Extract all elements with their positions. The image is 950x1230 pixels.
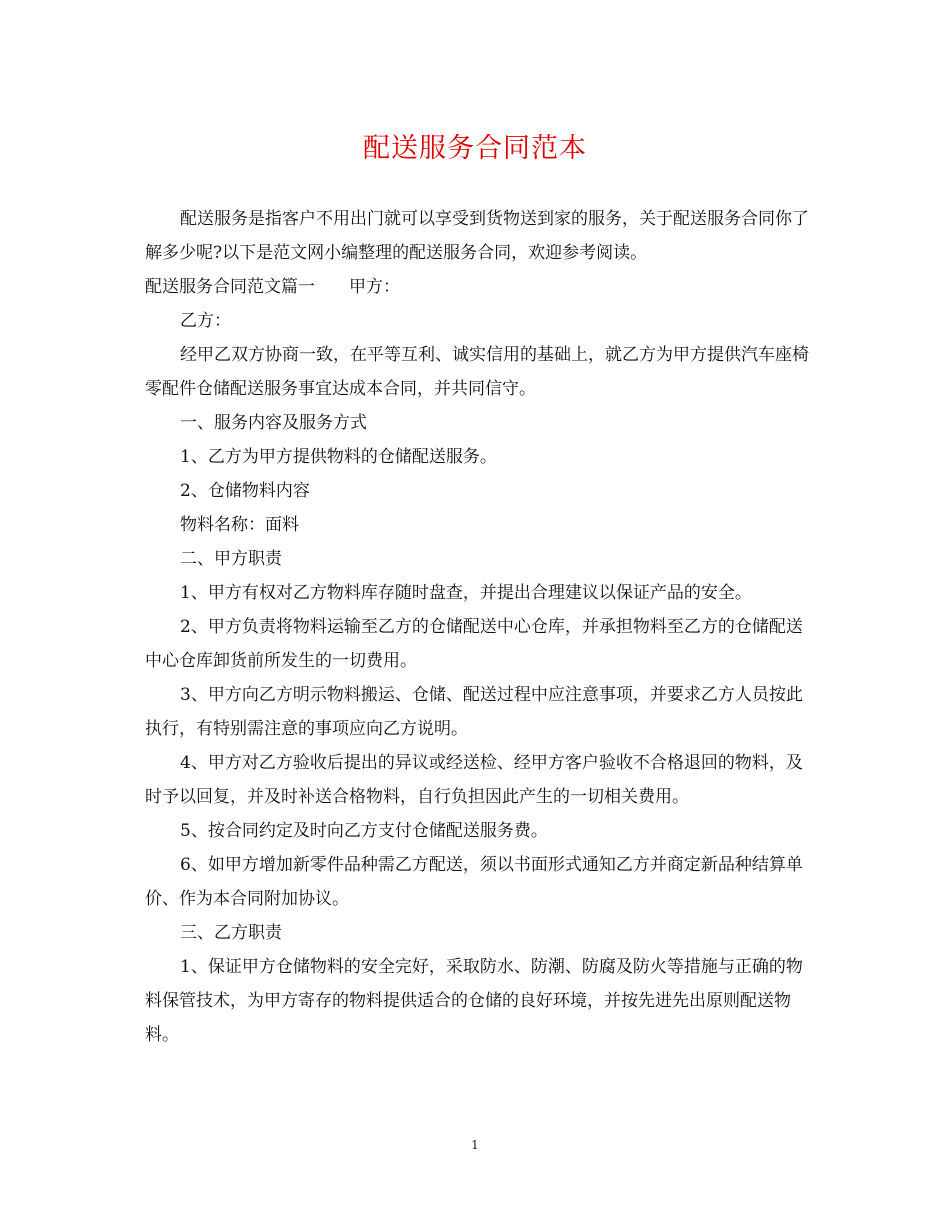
document-body (145, 202, 810, 1052)
document-title: 配送服务合同范本 (363, 133, 587, 164)
clause-2-5: 5、按合同约定及时向乙方支付仓储配送服务费。 (180, 821, 548, 841)
section-1-heading: 一、服务内容及服务方式 (180, 413, 367, 433)
clause-1-2: 2、仓储物料内容 (180, 481, 310, 501)
party-b-label: 乙方： (180, 311, 231, 331)
paragraph-1: 经甲乙双方协商一致，在平等互利、诚实信用的基础上，就乙方为甲方提供汽车座椅零配件仓储配送服务事宜达成本合同，并共同信守。 (145, 345, 809, 399)
clause-2-2: 2、甲方负责将物料运输至乙方的仓储配送中心仓库，并承担物料至乙方的仓储配送中心仓库卸货前所发生的一切费用。 (145, 617, 803, 671)
clause-2-6: 6、如甲方增加新零件品种需乙方配送，须以书面形式通知乙方并商定新品种结算单价、作为本合同附加协议。 (145, 855, 803, 909)
clause-3-1: 1、保证甲方仓储物料的安全完好，采取防水、防潮、防腐及防火等措施与正确的物料保管技术，为甲方寄存的物料提供适合的仓储的良好环境，并按先进先出原则配送物料。 (145, 957, 803, 1045)
section-3-heading: 三、乙方职责 (180, 923, 282, 943)
section-heading-line (145, 270, 810, 304)
page-number: 1 (471, 1138, 479, 1152)
party-a-label: 甲方： (349, 277, 400, 297)
clause-2-1: 1、甲方有权对乙方物料库存随时盘查，并提出合理建议以保证产品的安全。 (180, 583, 752, 603)
clause-2-3: 3、甲方向乙方明示物料搬运、仓储、配送过程中应注意事项，并要求乙方人员按此执行，有特别需注意的事项应向乙方说明。 (145, 685, 803, 739)
material-name: 物料名称：面料 (180, 515, 299, 535)
section-heading: 配送服务合同范文篇一 (145, 277, 315, 297)
intro-paragraph: 配送服务是指客户不用出门就可以享受到货物送到家的服务，关于配送服务合同你了解多少呢?以下是范文网小编整理的配送服务合同，欢迎参考阅读。 (145, 209, 809, 263)
clause-2-4: 4、甲方对乙方验收后提出的异议或经送检、经甲方客户验收不合格退回的物料，及时予以回复，并及时补送合格物料，自行负担因此产生的一切相关费用。 (145, 753, 803, 807)
section-2-heading: 二、甲方职责 (180, 549, 282, 569)
clause-1-1: 1、乙方为甲方提供物料的仓储配送服务。 (180, 447, 497, 467)
